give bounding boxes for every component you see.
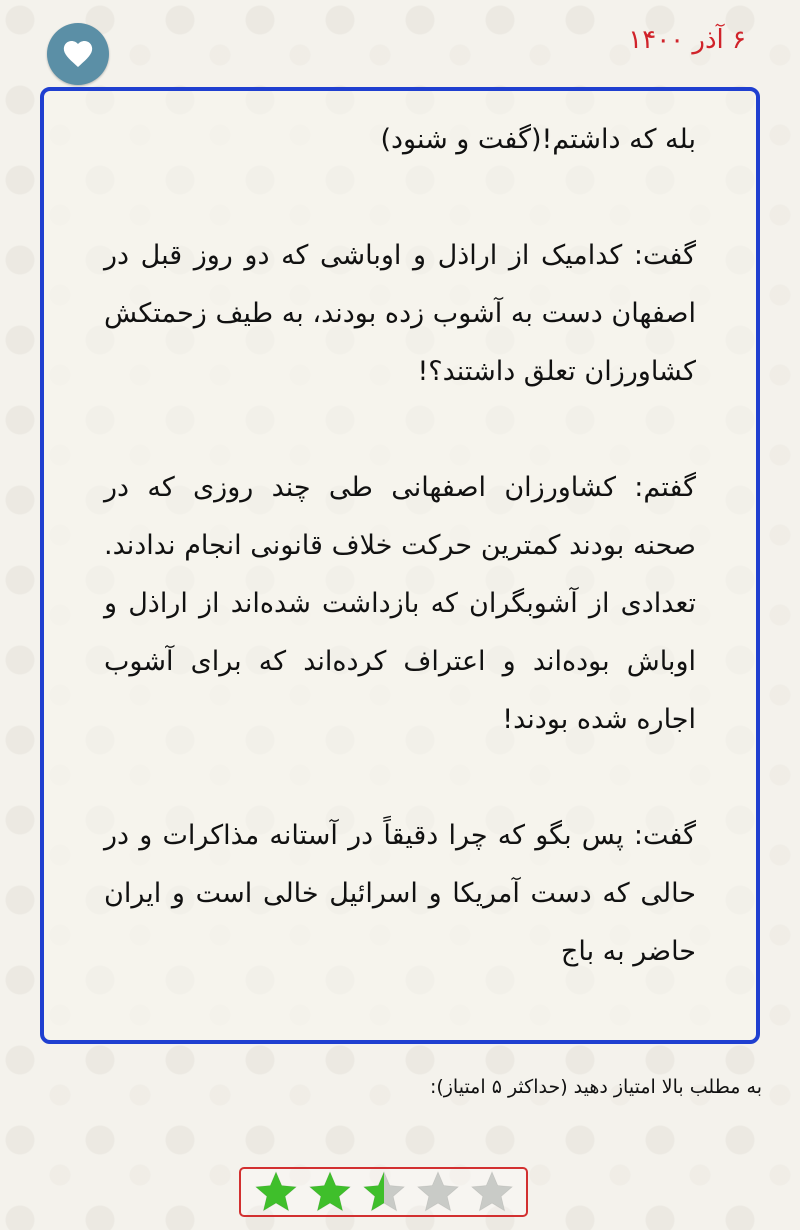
post-date: ۶ آذر ۱۴۰۰ <box>628 25 746 55</box>
heart-icon <box>61 37 95 71</box>
star-icon[interactable] <box>305 1169 355 1215</box>
star-rating[interactable] <box>239 1167 528 1217</box>
article-paragraph: گفت: کدامیک از اراذل و اوباشی که دو روز قبل در اصفهان دست به آشوب زده بودند، به طیف زحمتکش کشاورزان تعلق داشتند؟! <box>104 240 696 387</box>
article-paragraph: بله که داشتم!(گفت و شنود) <box>380 124 696 155</box>
article-body <box>44 91 756 981</box>
star-icon[interactable] <box>251 1169 301 1215</box>
article-paragraph: گفت: پس بگو که چرا دقیقاً در آستانه مذاکرات و در حالی که دست آمریکا و اسرائیل خالی است و ایران حاضر به باج <box>104 820 696 967</box>
star-icon[interactable] <box>359 1169 409 1215</box>
star-icon[interactable] <box>467 1169 517 1215</box>
rating-prompt: به مطلب بالا امتیاز دهید (حداکثر ۵ امتیاز): <box>429 1076 762 1098</box>
article-paragraph: گفتم: کشاورزان اصفهانی طی چند روزی که در صحنه بودند کمترین حرکت خلاف قانونی انجام ندادند. تعدادی از آشوبگران که بازداشت شده‌اند از اراذل و اوباش بوده‌اند و اعتراف کرده‌اند که برای آشوب اجاره شده بودند! <box>104 472 696 735</box>
favorite-button[interactable] <box>47 23 109 85</box>
article-box[interactable] <box>40 87 760 1044</box>
star-icon[interactable] <box>413 1169 463 1215</box>
